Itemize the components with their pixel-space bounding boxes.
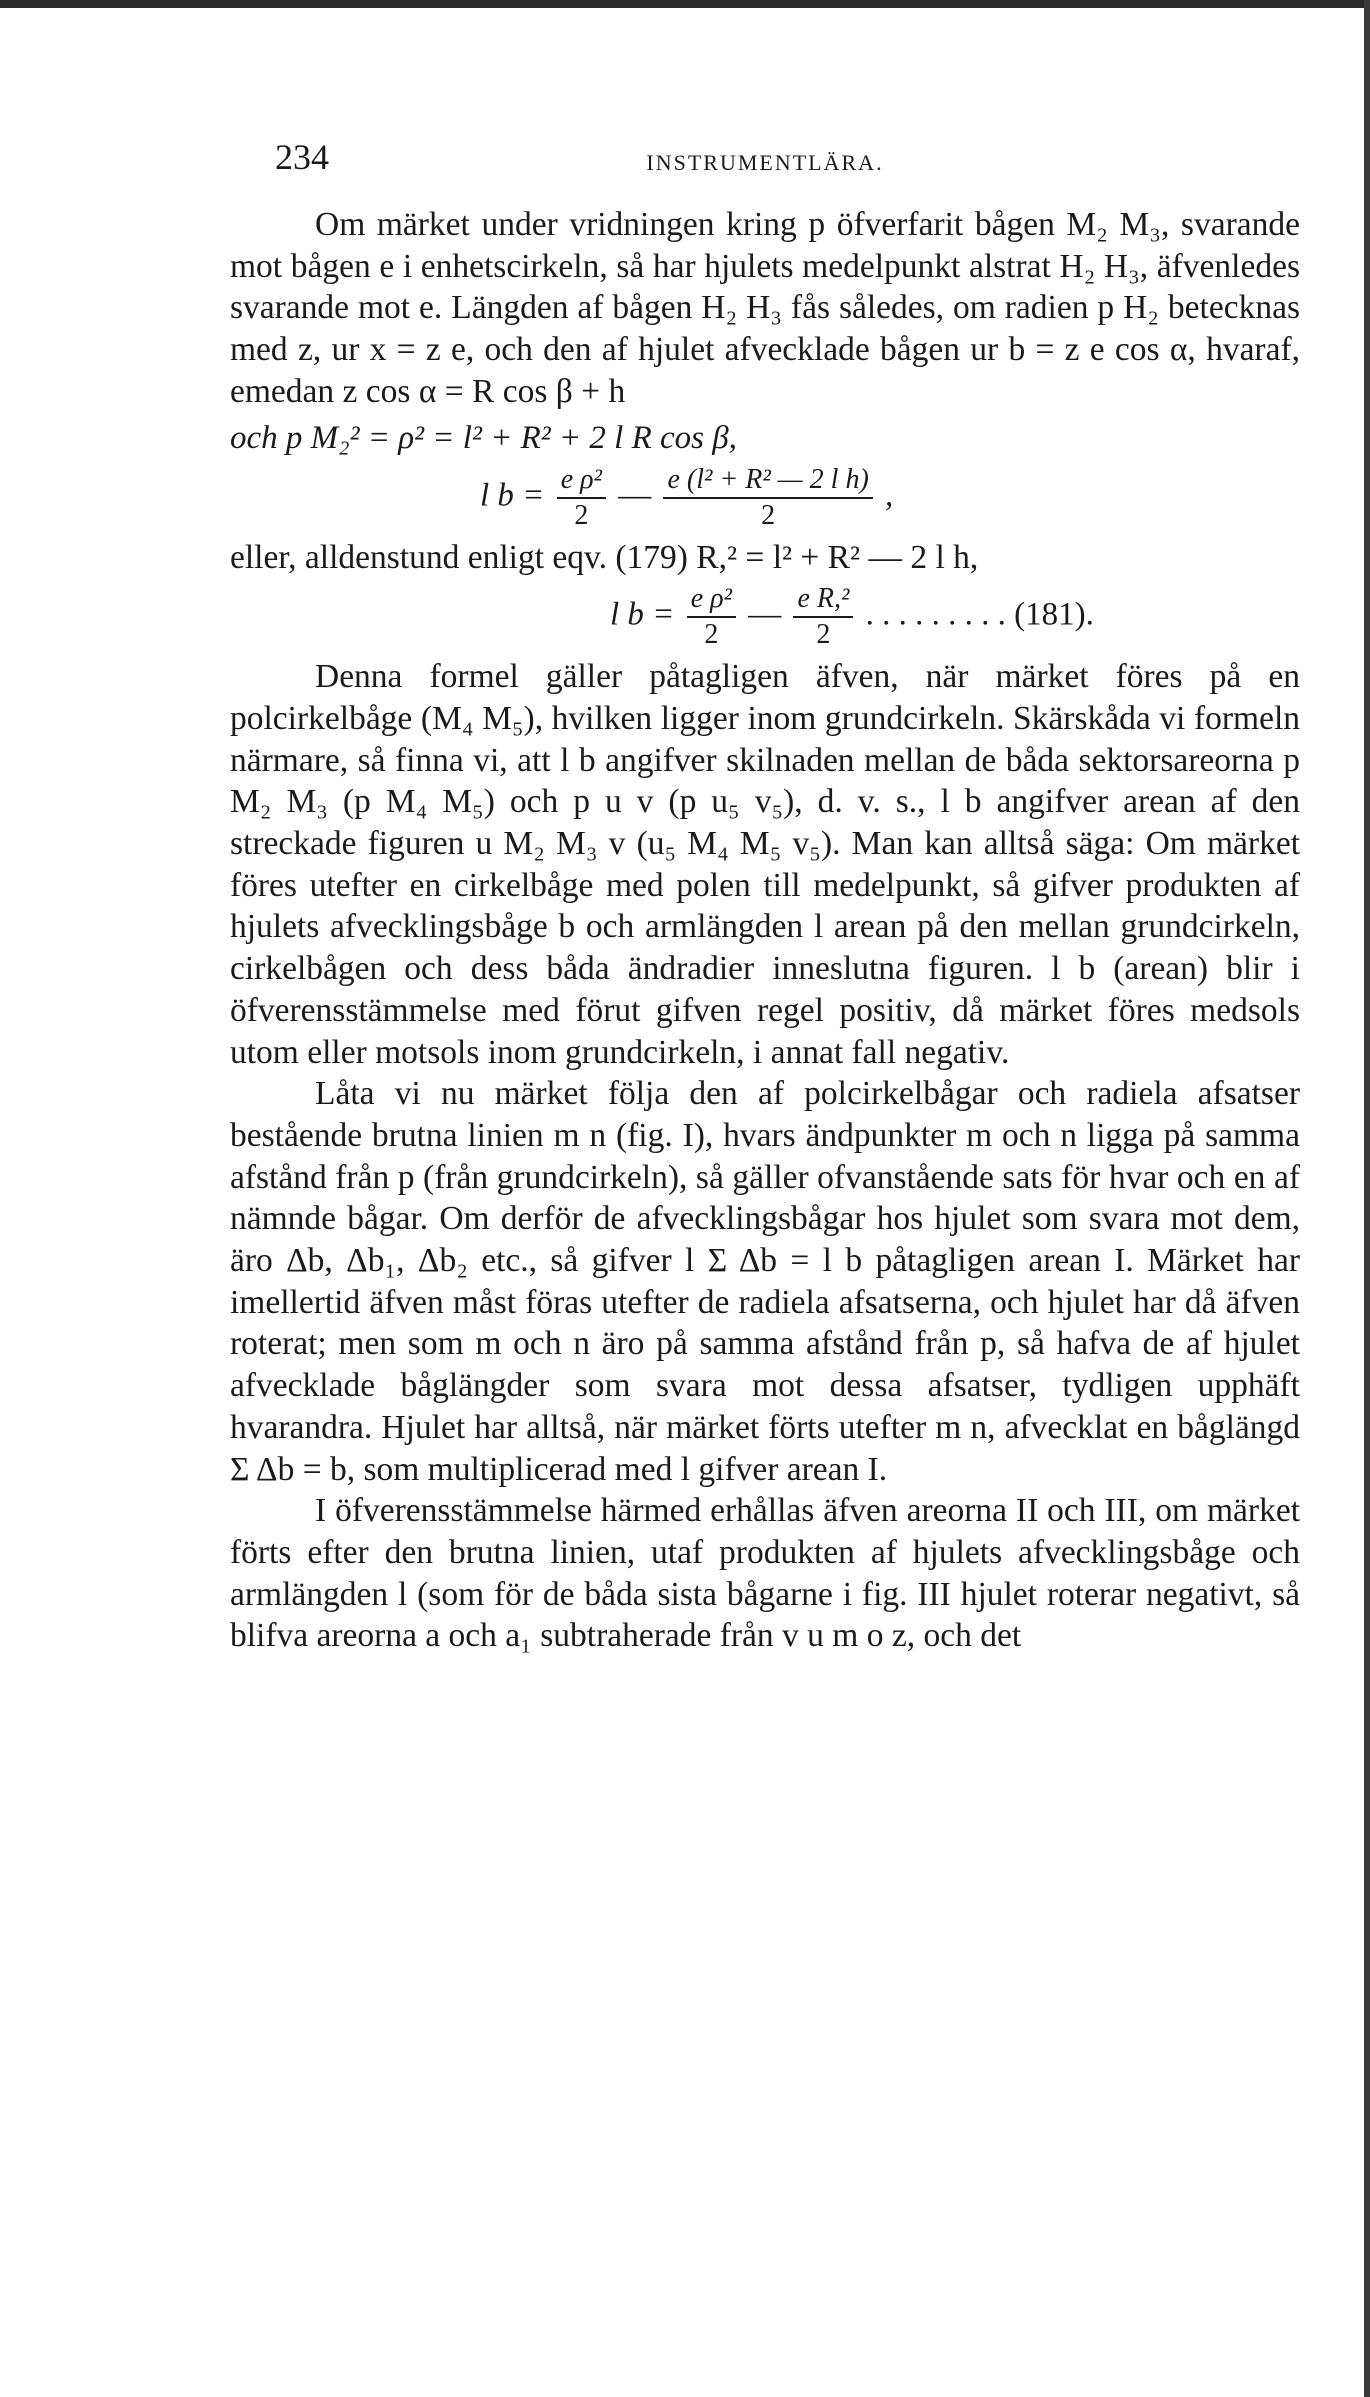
equation-lb-expanded	[230, 463, 1300, 533]
eq3-numerator-1: e ρ²	[687, 582, 736, 618]
eq3-dots: . . . . . . . . .	[865, 596, 1006, 633]
eq2-tail: ,	[885, 477, 894, 514]
running-title: INSTRUMENTLÄRA.	[646, 150, 884, 175]
equation-pm2: och p M₂² = ρ² = l² + R² + 2 l R cos β,	[230, 419, 737, 456]
eq3-numerator-2: e R,²	[793, 582, 853, 618]
eq3-lhs: l b =	[610, 596, 675, 633]
paragraph-3: Låta vi nu märket följa den af polcirkelbågar och radiela afsatser bestående brutna linien m n (fig. I), hvars ändpunkter m och n ligga på samma afstånd från p (från grundcirkeln), så gäller ofvanstående sats för hvar och en af nämnde bågar. Om derför de afvecklingsbågar hos hjulet som svara mot dem, äro Δb, Δb₁, Δb₂ etc., så gifver l Σ Δb = l b påtagligen arean I. Märket har imellertid äfven måst föras utefter de radiela afsatserna, och hjulet har då äfven roterat; men som m och n äro på samma afstånd från p, så hafva de af hjulet afvecklade båglängder som svara mot dessa afsatser, tydligen upphäft hvarandra. Hjulet har alltså, när märket förts utefter m n, afvecklat en båglängd Σ Δb = b, som multiplicerad med l gifver arean I.	[230, 1075, 1300, 1488]
paragraph-2: Denna formel gäller påtagligen äfven, när märket föres på en polcirkelbåge (M₄ M₅), hvilken ligger inom grundcirkeln. Skärskåda vi formeln närmare, så finna vi, att l b angifver skilnaden mellan de båda sektorsareorna p M₂ M₃ (p M₄ M₅) och p u v (p u₅ v₅), d. v. s., l b angifver arean af den streckade figuren u M₂ M₃ v (u₅ M₄ M₅ v₅). Man kan alltså säga: Om märket föres utefter en cirkelbåge med polen till medelpunkt, så gifver produkten af hjulets afvecklingsbåge b och armlängden l arean på den mellan grundcirkeln, cirkelbågen och dess båda ändradier inneslutna figuren. l b (arean) blir i öfverensstämmelse med förut gifven regel positiv, då märket föres medsols utom eller motsols inom grundcirkeln, i annat fall negativ.	[230, 658, 1300, 1071]
eq2-lhs: l b =	[480, 477, 545, 514]
line-eller: eller, alldenstund enligt eqv. (179) R,² = l² + R² — 2 l h,	[230, 538, 979, 576]
equation-181	[230, 582, 1300, 652]
eq2-denominator-2: 2	[761, 499, 776, 531]
scan-top-border	[0, 0, 1370, 8]
eq2-minus: —	[618, 477, 652, 514]
eq3-fraction-2	[793, 582, 853, 652]
eq2-numerator-1: e ρ²	[557, 463, 606, 499]
page-body	[230, 204, 1300, 1657]
page-number: 234	[275, 137, 329, 177]
page-header	[230, 130, 1300, 190]
paragraph-1: Om märket under vridningen kring p öfverfarit bågen M₂ M₃, svarande mot bågen e i enhetscirkeln, så har hjulets medelpunkt alstrat H₂ H₃, äfvenledes svarande mot e. Längden af bågen H₂ H₃ fås således, om radien p H₂ betecknas med z, ur x = z e, och den af hjulet afvecklade bågen ur b = z e cos α, hvaraf, emedan z cos α = R cos β + h	[230, 206, 1300, 410]
eq2-numerator-2: e (l² + R² — 2 l h)	[663, 463, 872, 499]
eq2-fraction-1	[557, 463, 606, 533]
eq2-denominator-1: 2	[574, 499, 589, 531]
book-page	[230, 130, 1300, 1657]
equation-number: (181).	[1014, 596, 1094, 633]
eq3-fraction-1	[687, 582, 736, 652]
eq3-denominator-1: 2	[704, 619, 719, 651]
eq2-fraction-2	[663, 463, 872, 533]
scan-right-border	[1364, 0, 1370, 2397]
eq3-denominator-2: 2	[816, 619, 831, 651]
paragraph-4: I öfverensstämmelse härmed erhållas äfven areorna II och III, om märket förts efter den brutna linien, utaf produkten af hjulets afvecklingsbåge och armlängden l (som för de båda sista bågarne i fig. III hjulet roterar negativt, så blifva areorna a och a₁ subtraherade från v u m o z, och det	[230, 1492, 1300, 1655]
eq3-minus: —	[748, 596, 782, 633]
